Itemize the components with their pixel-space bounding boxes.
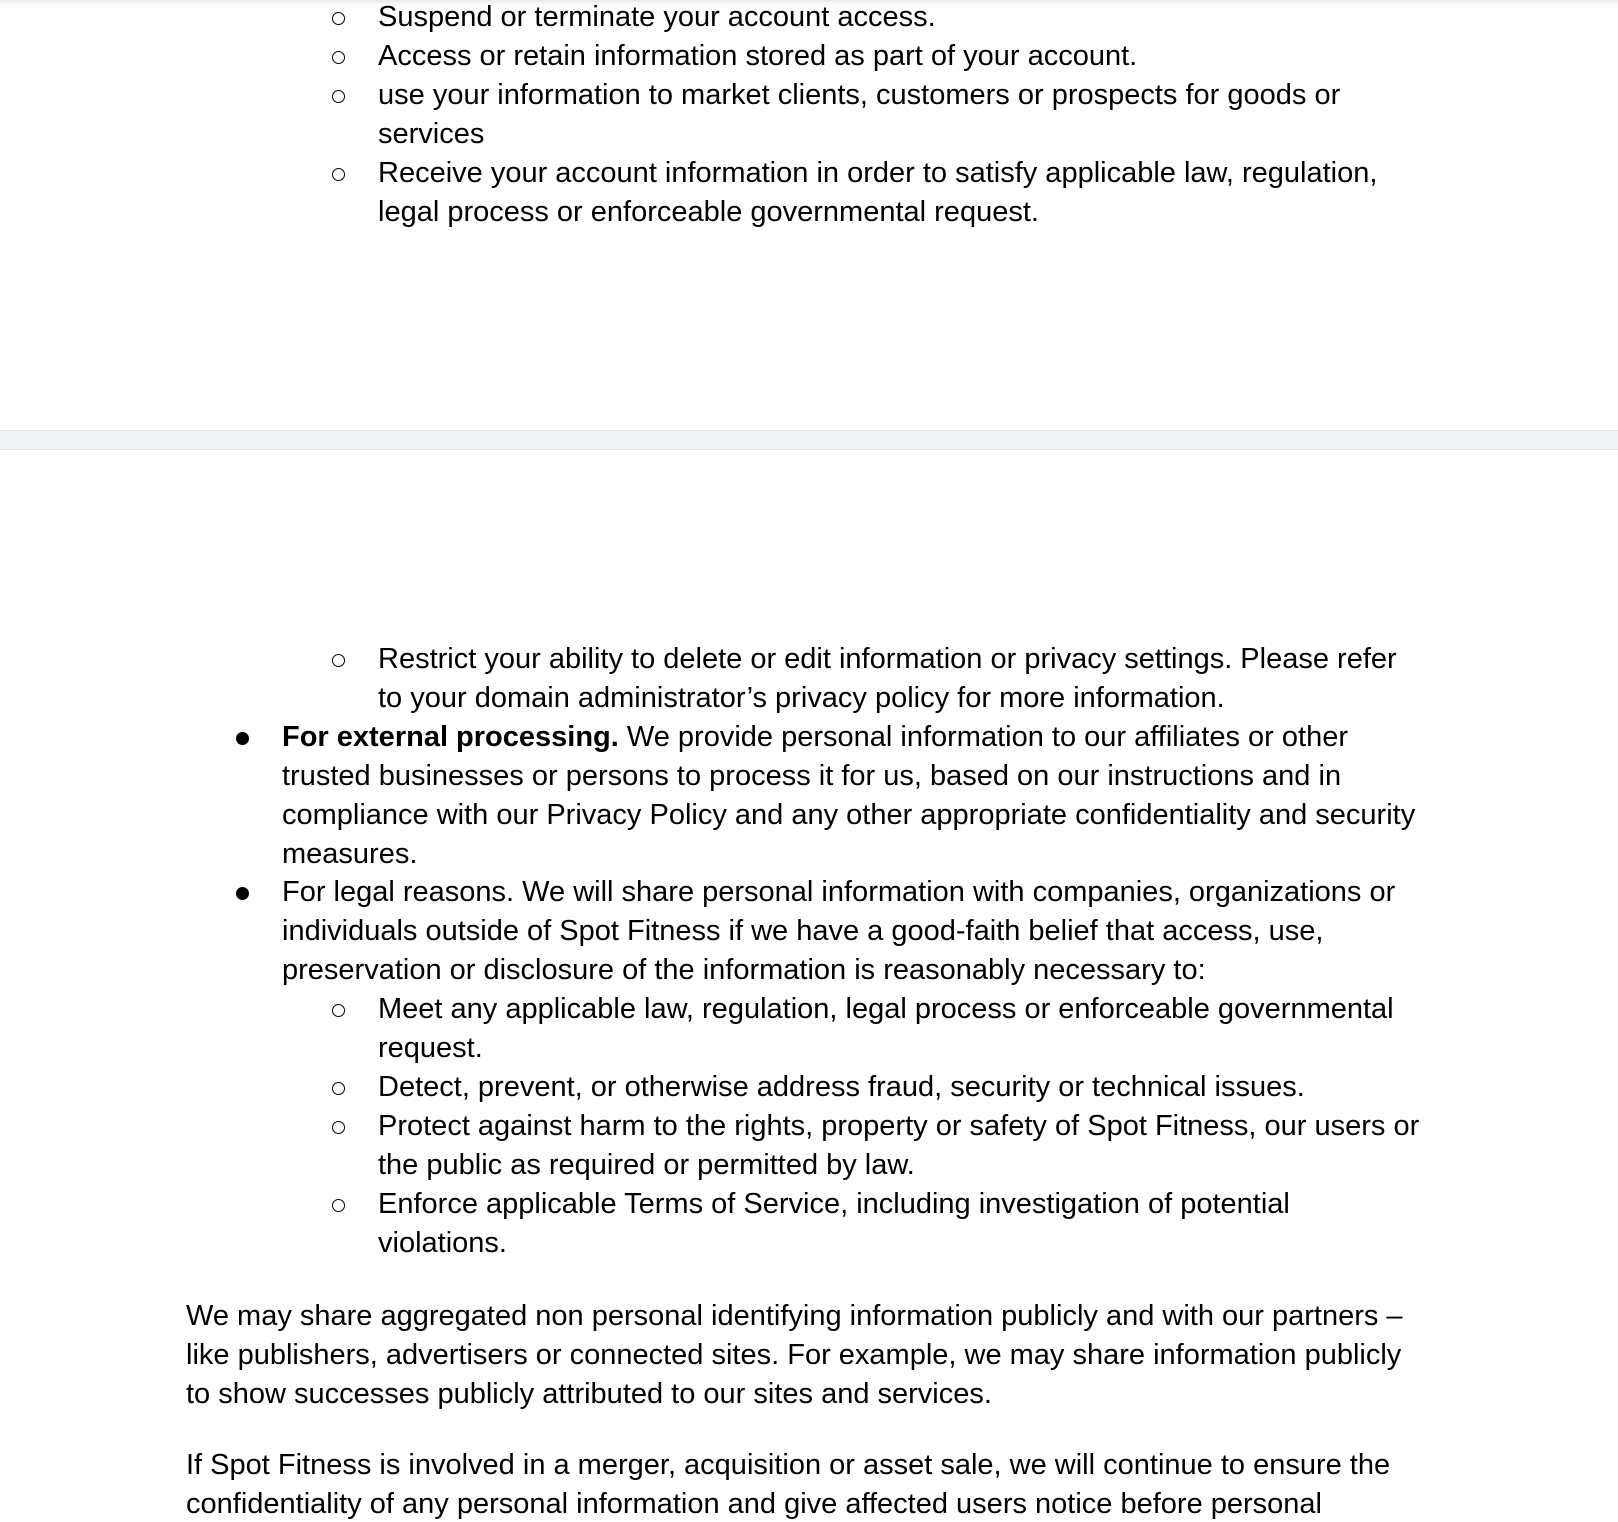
section-heading: For external processing. (282, 721, 619, 753)
list-item: Restrict your ability to delete or edit information or privacy settings. Please refer to your domain administrator’s privacy policy for more information. (378, 643, 1397, 714)
hollow-bullet-icon (332, 1121, 345, 1134)
hollow-bullet-icon (332, 168, 345, 181)
hollow-bullet-icon (332, 1004, 345, 1017)
list-item: Enforce applicable Terms of Service, including investigation of potential violations. (378, 1188, 1290, 1259)
document-page-1 (0, 0, 1618, 430)
list-item-legal-reasons: For legal reasons. We will share personal information with companies, organizations or individuals outside of Spot Fitness if we have a good-faith belief that access, use, preservation or disclosure of the information is reasonably necessary to: (282, 876, 1396, 986)
list-item-external-processing (282, 718, 1432, 874)
list-item: use your information to market clients, customers or prospects for goods or services (378, 79, 1341, 150)
hollow-bullet-icon (332, 1199, 345, 1212)
hollow-bullet-icon (332, 90, 345, 103)
paragraph: We may share aggregated non personal identifying information publicly and with our partners – like publishers, advertisers or connected sites. For example, we may share information publicly to show successes publicly attributed to our sites and services. (186, 1300, 1403, 1410)
hollow-bullet-icon (332, 1082, 345, 1095)
hollow-bullet-icon (332, 654, 345, 667)
list-item: Meet any applicable law, regulation, legal process or enforceable governmental request. (378, 993, 1394, 1064)
filled-bullet-icon (236, 732, 249, 745)
hollow-bullet-icon (332, 12, 345, 25)
page-separator (0, 430, 1618, 450)
list-item: Suspend or terminate your account access. (378, 1, 936, 33)
list-item: Protect against harm to the rights, property or safety of Spot Fitness, our users or the public as required or permitted by law. (378, 1110, 1420, 1181)
hollow-bullet-icon (332, 51, 345, 64)
list-item: Receive your account information in order to satisfy applicable law, regulation, legal process or enforceable governmental request. (378, 157, 1378, 228)
list-item: Detect, prevent, or otherwise address fraud, security or technical issues. (378, 1071, 1305, 1103)
filled-bullet-icon (236, 887, 249, 900)
paragraph-text: We provide personal information to our affiliates or other trusted businesses or persons to process it for us, based on our instructions and in compliance with our Privacy Policy and any other appropriate confidentiality and security measures. (282, 721, 1416, 870)
list-item: Access or retain information stored as part of your account. (378, 40, 1138, 72)
paragraph: If Spot Fitness is involved in a merger, acquisition or asset sale, we will continue to ensure the confidentiality of any personal information and give affected users notice before personal (186, 1449, 1391, 1520)
document-page-2 (0, 450, 1618, 1522)
